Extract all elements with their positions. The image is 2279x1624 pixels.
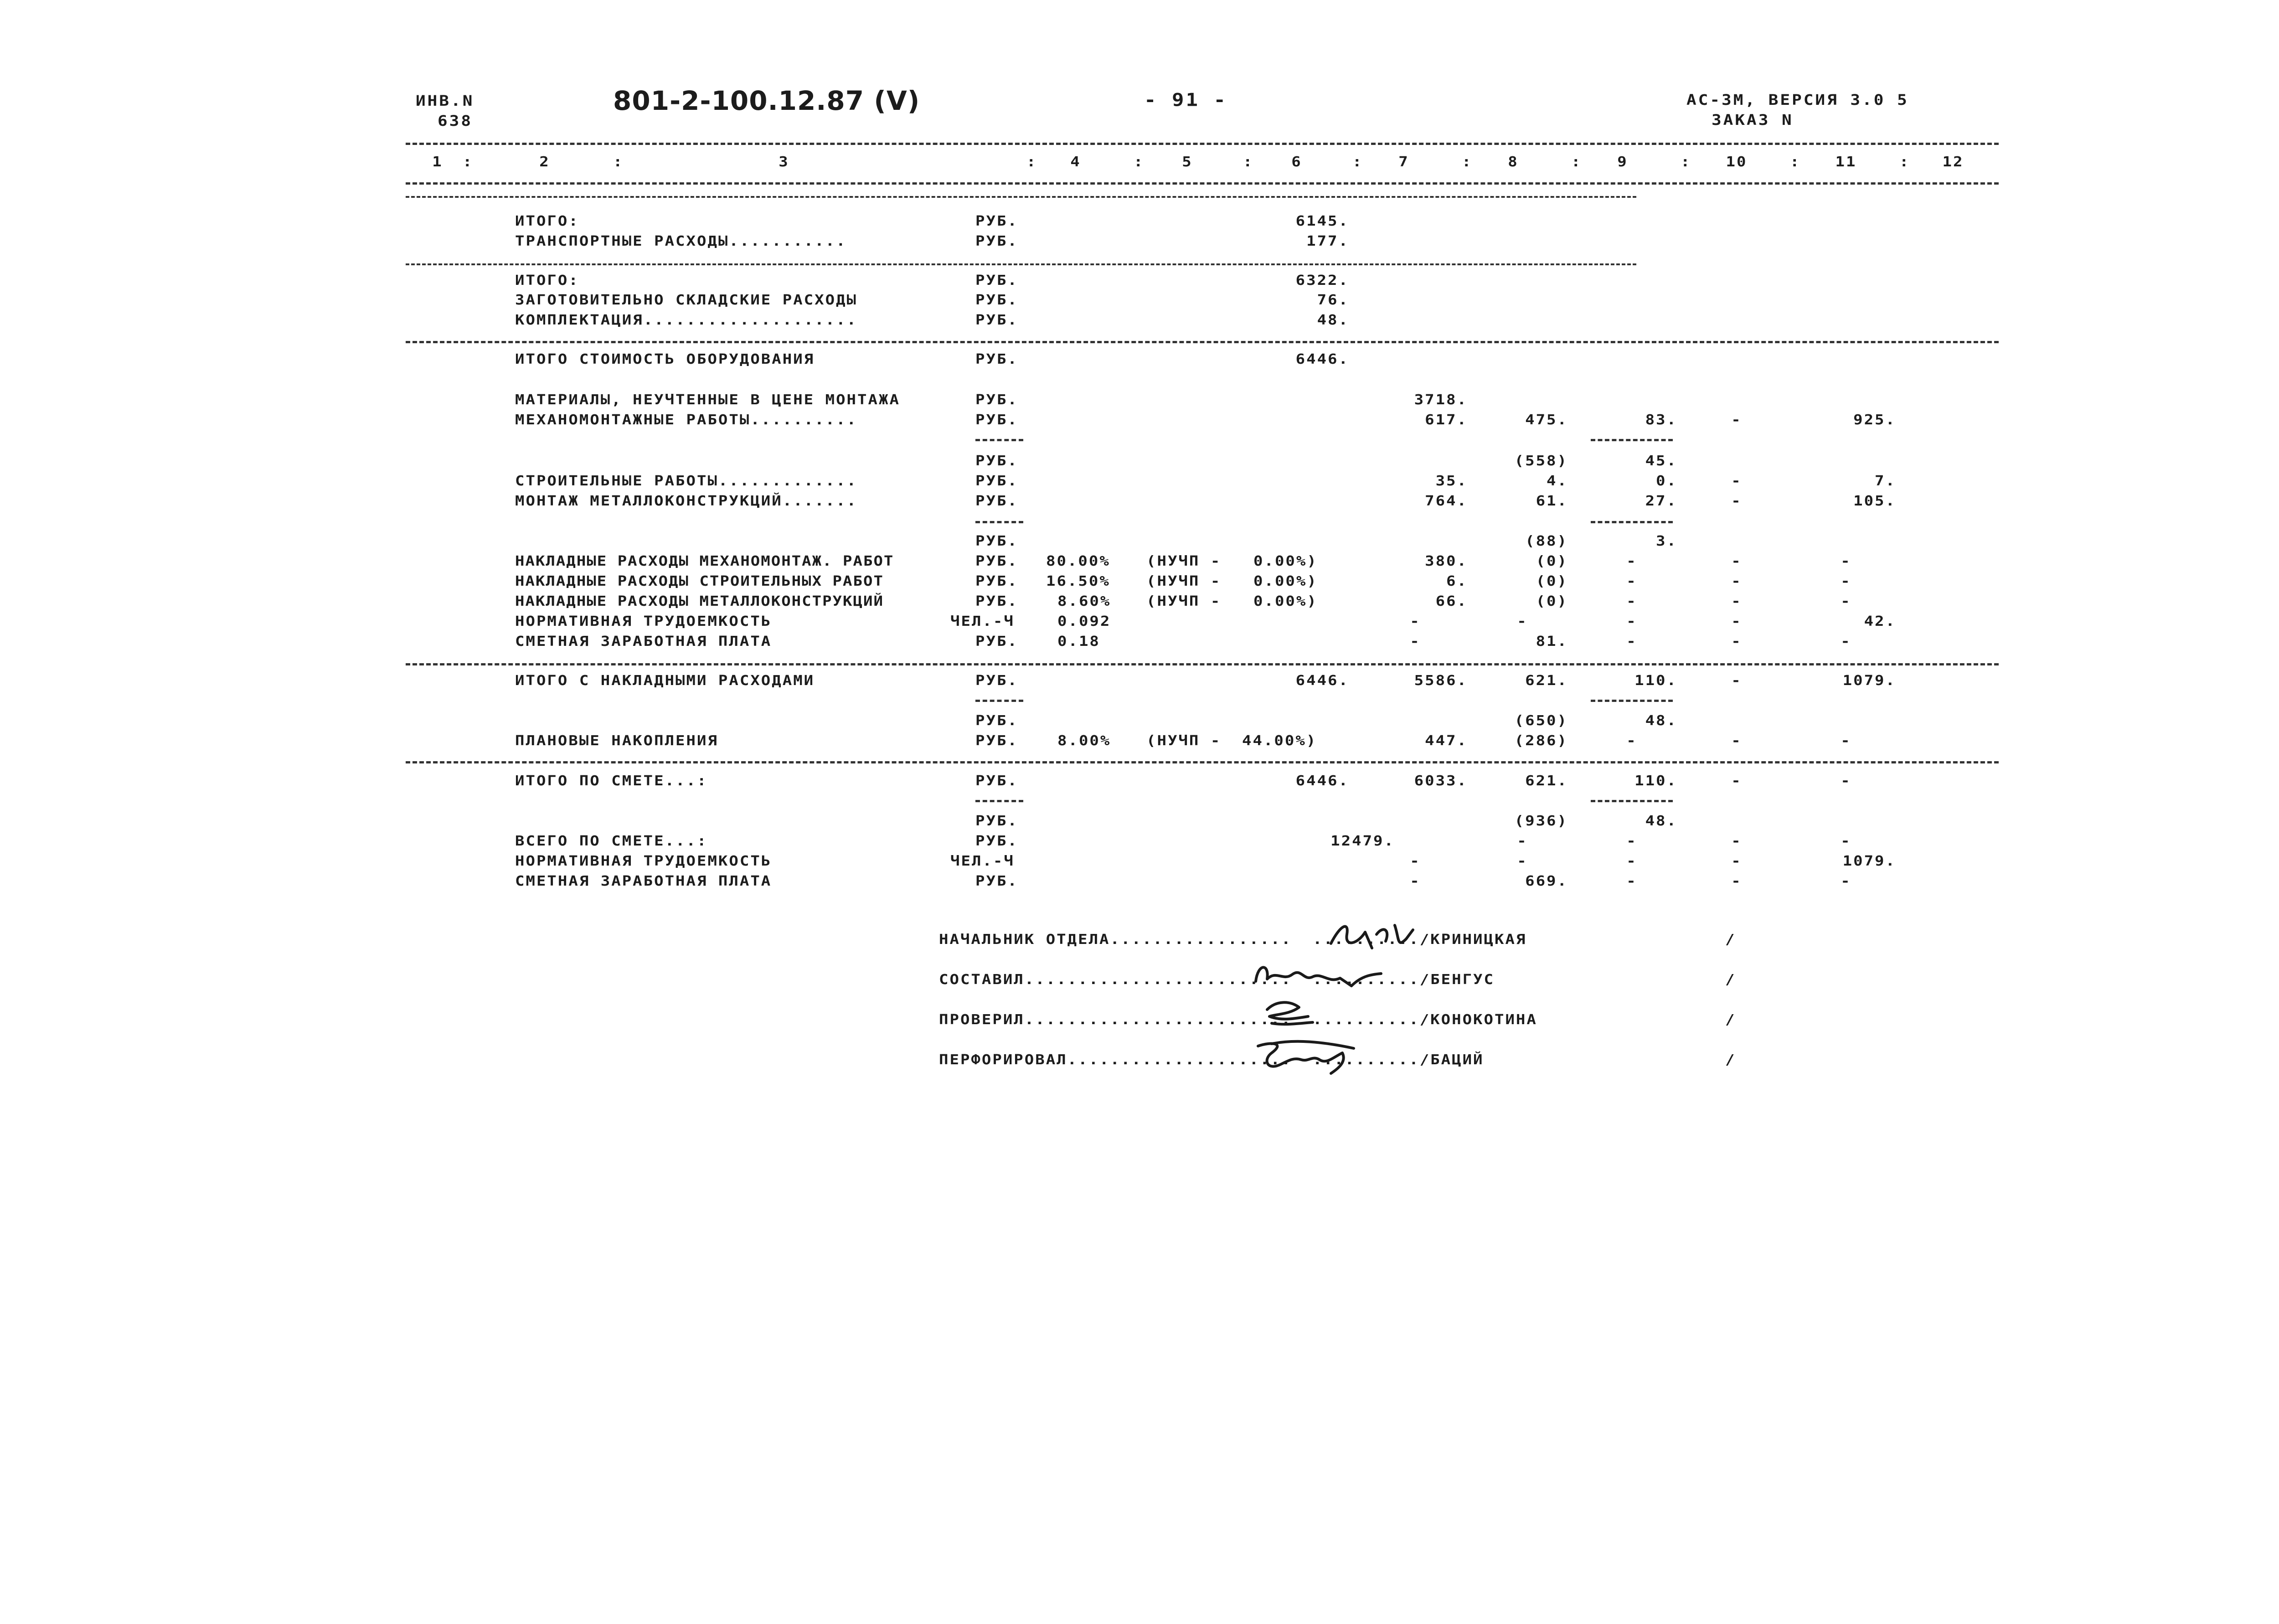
- estimate-page: ИНВ.N 638 801-2-100.12.87 (V) - 91 - АС-3М, ВЕРСИЯ 3.0 5 ЗАКАЗ N 1 : 2 : 3 : 4 : 5 : 6 : 7 : 8 : 9 : 10 : 11 : 12 ИТОГО: РУБ. 6145. ТРАНСПОРТНЫЕ РАСХОДЫ........... РУБ. 177. ИТОГО: РУБ. 6322. ЗАГОТОВИТЕЛЬНО СКЛАДСКИЕ РАСХОДЫ РУБ. 76. КОМПЛЕКТАЦИЯ.................... РУБ. 48. ИТОГО СТОИМОСТЬ ОБОРУДОВАНИЯ РУБ. 6446. МАТЕРИАЛЫ, НЕУЧТЕННЫЕ В ЦЕНЕ МОНТАЖА РУБ. 3718. МЕХАНОМОНТАЖНЫЕ РАБОТЫ.......... РУБ. 617. 475. 83. - 925. РУБ. (558) 45. СТРОИТЕЛЬНЫЕ РАБОТЫ............. РУБ. 35. 4. 0. - 7. МОНТАЖ МЕТАЛЛОКОНСТРУКЦИЙ....... РУБ. 764. 61. 27. - 105. РУБ. (88) 3. НАКЛАДНЫЕ РАСХОДЫ МЕХАНОМОНТАЖ. РАБОТ РУБ. 80.00% (НУЧП - 0.00%) 380. (0) - - - НАКЛАДНЫЕ РАСХОДЫ СТРОИТЕЛЬНЫХ РАБОТ РУБ. 16.50% (НУЧП - 0.00%) 6. (0) - - - НАКЛАДНЫЕ РАСХОДЫ МЕТАЛЛОКОНСТРУКЦИЙ РУБ. 8.60% (НУЧП - 0.00%) 66. (0) - - - НОРМАТИВНАЯ ТРУДОЕМКОСТЬ ЧЕЛ.-Ч 0.092 - - - - 42. СМЕТНАЯ ЗАРАБОТНАЯ ПЛАТА РУБ. 0.18 - 81. - - - ИТОГО С НАКЛАДНЫМИ РАСХОДАМИ РУБ. 6446. 5586. 621. 110. - 1079. РУБ. (650) 48. ПЛАНОВЫЕ НАКОПЛЕНИЯ РУБ. 8.00% (НУЧП - 44.00%) 447. (286) - - - ИТОГО ПО СМЕТЕ...: РУБ. 6446. 6033. 621. 110. - - РУБ. (936) 48. ВСЕГО ПО СМЕТЕ...: РУБ. 12479. - - - - НОРМАТИВНАЯ ТРУДОЕМКОСТЬ ЧЕЛ.-Ч - - - - 1079. СМЕТНАЯ ЗАРАБОТНАЯ ПЛАТА РУБ. - 669. - - - НАЧАЛЬНИК ОТДЕЛА................. ........../КРИНИЦКАЯ / СОСТАВИЛ......................... ........../БЕНГУС / ПРОВЕРИЛ......................... ........../КОНОКОТИНА / ПЕРФОРИРОВАЛ..................... ........../БАЦИЙ /: [0, 0, 2279, 1624]
- cell-c5: (НУЧП -: [1146, 573, 1222, 590]
- col-header-4: 4: [1070, 154, 1081, 170]
- row-label: ТРАНСПОРТНЫЕ РАСХОДЫ...........: [515, 233, 847, 250]
- cell-c6: 44.00%): [1242, 732, 1317, 749]
- cell-c7: 6.: [1446, 573, 1468, 590]
- cell-c7: 5586.: [1414, 672, 1468, 689]
- row-unit: РУБ.: [975, 813, 1018, 830]
- cell-c10: -: [1731, 493, 1742, 510]
- cell-c7: -: [1410, 853, 1421, 870]
- cell-c10: -: [1731, 473, 1742, 490]
- row-label: НАКЛАДНЫЕ РАСХОДЫ МЕТАЛЛОКОНСТРУКЦИЙ: [515, 593, 884, 610]
- cell-c10: -: [1731, 613, 1742, 630]
- col-header-6: 6: [1291, 154, 1302, 170]
- row-label: ЗАГОТОВИТЕЛЬНО СКЛАДСКИЕ РАСХОДЫ: [515, 292, 858, 309]
- cell-c7: 764.: [1425, 493, 1468, 510]
- row-unit: РУБ.: [975, 593, 1018, 610]
- col-header-3: 3: [779, 154, 789, 170]
- cell-c11: -: [1841, 732, 1851, 749]
- cell-c9: 48.: [1645, 712, 1677, 729]
- signature-name: ........../КРИНИЦКАЯ: [1313, 931, 1527, 948]
- cell-c6: 0.00%): [1253, 593, 1318, 610]
- cell-c9: 27.: [1645, 493, 1677, 510]
- signature-end: /: [1725, 1011, 1736, 1028]
- inventory-number: 638: [438, 113, 473, 130]
- cell-c9: -: [1626, 732, 1637, 749]
- cell-c10: -: [1731, 573, 1742, 590]
- cell-c9: -: [1626, 593, 1637, 610]
- unit-separator: [975, 439, 1023, 441]
- col9-separator: [1591, 439, 1673, 441]
- col-header-2: 2: [539, 154, 550, 170]
- cell-c10: -: [1731, 553, 1742, 570]
- cell-c8: (88): [1525, 533, 1568, 550]
- cell-c8: -: [1517, 613, 1528, 630]
- cell-c7: 6033.: [1414, 773, 1468, 789]
- signature-role: СОСТАВИЛ.........................: [939, 971, 1292, 988]
- cell-c9: -: [1626, 853, 1637, 870]
- cell-c8: 81.: [1536, 633, 1568, 650]
- cell-c7: -: [1410, 873, 1421, 890]
- row-label: КОМПЛЕКТАЦИЯ....................: [515, 312, 858, 329]
- cell-c11: -: [1841, 833, 1851, 850]
- row-label: МАТЕРИАЛЫ, НЕУЧТЕННЫЕ В ЦЕНЕ МОНТАЖА: [515, 392, 900, 408]
- cell-c8: (0): [1536, 573, 1568, 590]
- cell-c5: (НУЧП -: [1146, 553, 1222, 570]
- row-label: СМЕТНАЯ ЗАРАБОТНАЯ ПЛАТА: [515, 633, 772, 650]
- row-label: НАКЛАДНЫЕ РАСХОДЫ МЕХАНОМОНТАЖ. РАБОТ: [515, 553, 894, 570]
- cell-c4: 80.00%: [1046, 553, 1110, 570]
- row-unit: РУБ.: [975, 292, 1018, 309]
- col-header-11: 11: [1835, 154, 1857, 170]
- cell-c7: 380.: [1425, 553, 1468, 570]
- cell-c7: 66.: [1435, 593, 1468, 610]
- cell-c6: 12479.: [1330, 833, 1395, 850]
- row-label: ИТОГО:: [515, 213, 579, 230]
- row-unit: РУБ.: [975, 672, 1018, 689]
- row-unit: РУБ.: [975, 392, 1018, 408]
- cell-c8: 4.: [1547, 473, 1568, 490]
- cell-c4: 0.18: [1057, 633, 1100, 650]
- cell-c9: -: [1626, 613, 1637, 630]
- col-header-8: 8: [1508, 154, 1519, 170]
- cell-c7: 3718.: [1414, 392, 1468, 408]
- row-label: ИТОГО СТОИМОСТЬ ОБОРУДОВАНИЯ: [515, 351, 815, 368]
- cell-c4: 0.092: [1057, 613, 1111, 630]
- col-header-10: 10: [1726, 154, 1748, 170]
- row-label: МЕХАНОМОНТАЖНЫЕ РАБОТЫ..........: [515, 412, 858, 428]
- header-rule-bottom: [406, 182, 1999, 185]
- row-unit: РУБ.: [975, 573, 1018, 590]
- cell-c10: -: [1731, 732, 1742, 749]
- cell-c9: 3.: [1656, 533, 1677, 550]
- cell-c4: 8.60%: [1057, 593, 1111, 610]
- cell-c8: 669.: [1525, 873, 1568, 890]
- col-header-12: 12: [1942, 154, 1964, 170]
- row-unit: РУБ.: [975, 633, 1018, 650]
- cell-c10: -: [1731, 633, 1742, 650]
- cell-c6: 6322.: [1295, 272, 1349, 289]
- cell-c8: (286): [1514, 732, 1568, 749]
- cell-c6: 76.: [1317, 292, 1349, 309]
- col9-separator: [1591, 800, 1673, 802]
- cell-c9: -: [1626, 633, 1637, 650]
- cell-c11: 1079.: [1842, 672, 1896, 689]
- cell-c11: 42.: [1864, 613, 1896, 630]
- cell-c11: -: [1841, 553, 1851, 570]
- cell-c4: 16.50%: [1046, 573, 1110, 590]
- cell-c11: -: [1841, 873, 1851, 890]
- unit-separator: [975, 700, 1023, 702]
- order-label: ЗАКАЗ N: [1712, 112, 1794, 129]
- signature-role: ПРОВЕРИЛ.........................: [939, 1011, 1292, 1028]
- cell-c9: -: [1626, 573, 1637, 590]
- section-rule: [406, 341, 1999, 343]
- row-label: СТРОИТЕЛЬНЫЕ РАБОТЫ.............: [515, 473, 858, 490]
- row-unit: РУБ.: [975, 553, 1018, 570]
- section-rule: [406, 761, 1999, 763]
- cell-c10: -: [1731, 873, 1742, 890]
- row-label: ИТОГО С НАКЛАДНЫМИ РАСХОДАМИ: [515, 672, 815, 689]
- handwritten-signature-checker: [1258, 996, 1322, 1032]
- row-unit: РУБ.: [975, 833, 1018, 850]
- section-rule: [406, 663, 1999, 665]
- col-header-5: 5: [1182, 154, 1193, 170]
- document-code: 801-2-100.12.87 (V): [613, 85, 920, 116]
- row-label: НОРМАТИВНАЯ ТРУДОЕМКОСТЬ: [515, 613, 772, 630]
- unit-separator: [975, 521, 1023, 523]
- signature-end: /: [1725, 1052, 1736, 1068]
- cell-c8: -: [1517, 853, 1528, 870]
- cell-c11: -: [1841, 573, 1851, 590]
- row-label: ВСЕГО ПО СМЕТЕ...:: [515, 833, 708, 850]
- cell-c9: -: [1626, 873, 1637, 890]
- cell-c9: 0.: [1656, 473, 1677, 490]
- row-unit: РУБ.: [975, 473, 1018, 490]
- col-header-1: 1: [432, 154, 443, 170]
- cell-c6: 6145.: [1295, 213, 1349, 230]
- row-label: НОРМАТИВНАЯ ТРУДОЕМКОСТЬ: [515, 853, 772, 870]
- row-unit: РУБ.: [975, 732, 1018, 749]
- cell-c10: -: [1731, 412, 1742, 428]
- row-unit: РУБ.: [975, 773, 1018, 789]
- cell-c6: 48.: [1317, 312, 1349, 329]
- signature-role: НАЧАЛЬНИК ОТДЕЛА.................: [939, 931, 1292, 948]
- cell-c10: -: [1731, 672, 1742, 689]
- cell-c11: 925.: [1853, 412, 1896, 428]
- cell-c6: 6446.: [1295, 773, 1349, 789]
- header-rule-secondary: [406, 196, 1636, 198]
- cell-c8: (0): [1536, 593, 1568, 610]
- cell-c9: 110.: [1634, 773, 1677, 789]
- cell-c9: -: [1626, 833, 1637, 850]
- cell-c11: 7.: [1875, 473, 1896, 490]
- row-unit: РУБ.: [975, 712, 1018, 729]
- signature-end: /: [1725, 931, 1736, 948]
- cell-c8: (558): [1514, 453, 1568, 469]
- unit-separator: [975, 800, 1023, 802]
- cell-c5: (НУЧП -: [1146, 593, 1222, 610]
- cell-c10: -: [1731, 833, 1742, 850]
- cell-c7: 447.: [1425, 732, 1468, 749]
- row-unit: РУБ.: [975, 233, 1018, 250]
- cell-c10: -: [1731, 593, 1742, 610]
- cell-c6: 0.00%): [1253, 553, 1318, 570]
- handwritten-signature-puncher: [1244, 1035, 1363, 1080]
- cell-c8: 475.: [1525, 412, 1568, 428]
- cell-c7: 35.: [1435, 473, 1468, 490]
- cell-c11: -: [1841, 773, 1851, 789]
- cell-c7: -: [1410, 613, 1421, 630]
- cell-c11: -: [1841, 593, 1851, 610]
- cell-c11: -: [1841, 633, 1851, 650]
- row-unit: ЧЕЛ.-Ч: [950, 853, 1015, 870]
- signature-name: ........../КОНОКОТИНА: [1313, 1011, 1537, 1028]
- cell-c8: 621.: [1525, 672, 1568, 689]
- cell-c9: 110.: [1634, 672, 1677, 689]
- row-unit: РУБ.: [975, 873, 1018, 890]
- col-header-7: 7: [1398, 154, 1409, 170]
- cell-c10: -: [1731, 853, 1742, 870]
- cell-c6: 6446.: [1295, 672, 1349, 689]
- col9-separator: [1591, 700, 1673, 702]
- cell-c9: 83.: [1645, 412, 1677, 428]
- signature-name: ........../БАЦИЙ: [1313, 1052, 1484, 1068]
- page-number: - 91 -: [1144, 89, 1227, 111]
- cell-c10: -: [1731, 773, 1742, 789]
- signature-role: ПЕРФОРИРОВАЛ.....................: [939, 1052, 1292, 1068]
- cell-c9: 45.: [1645, 453, 1677, 469]
- row-unit: РУБ.: [975, 351, 1018, 368]
- cell-c9: 48.: [1645, 813, 1677, 830]
- cell-c7: -: [1410, 633, 1421, 650]
- row-label: НАКЛАДНЫЕ РАСХОДЫ СТРОИТЕЛЬНЫХ РАБОТ: [515, 573, 884, 590]
- cell-c9: -: [1626, 553, 1637, 570]
- col9-separator: [1591, 521, 1673, 523]
- row-label: ПЛАНОВЫЕ НАКОПЛЕНИЯ: [515, 732, 718, 749]
- handwritten-signature-compiler: [1249, 956, 1386, 997]
- row-label: МОНТАЖ МЕТАЛЛОКОНСТРУКЦИЙ.......: [515, 493, 858, 510]
- cell-c4: 8.00%: [1057, 732, 1111, 749]
- cell-c8: (0): [1536, 553, 1568, 570]
- header-rule-top: [406, 143, 1999, 145]
- row-label: ИТОГО ПО СМЕТЕ...:: [515, 773, 708, 789]
- cell-c6: 177.: [1306, 233, 1349, 250]
- handwritten-signature-head: [1322, 916, 1431, 957]
- cell-c6: 6446.: [1295, 351, 1349, 368]
- row-unit: РУБ.: [975, 453, 1018, 469]
- row-unit: РУБ.: [975, 533, 1018, 550]
- row-unit: РУБ.: [975, 312, 1018, 329]
- cell-c8: -: [1517, 833, 1528, 850]
- row-unit: РУБ.: [975, 412, 1018, 428]
- col-header-9: 9: [1617, 154, 1628, 170]
- cell-c8: 621.: [1525, 773, 1568, 789]
- row-unit: РУБ.: [975, 493, 1018, 510]
- inventory-label: ИНВ.N: [416, 93, 474, 110]
- cell-c11: 1079.: [1842, 853, 1896, 870]
- row-label: ИТОГО:: [515, 272, 579, 289]
- cell-c8: (650): [1514, 712, 1568, 729]
- row-unit: РУБ.: [975, 272, 1018, 289]
- cell-c11: 105.: [1853, 493, 1896, 510]
- section-rule: [406, 263, 1636, 265]
- signature-end: /: [1725, 971, 1736, 988]
- cell-c6: 0.00%): [1253, 573, 1318, 590]
- signature-name: ........../БЕНГУС: [1313, 971, 1495, 988]
- cell-c7: 617.: [1425, 412, 1468, 428]
- row-unit: ЧЕЛ.-Ч: [950, 613, 1015, 630]
- row-label: СМЕТНАЯ ЗАРАБОТНАЯ ПЛАТА: [515, 873, 772, 890]
- cell-c5: (НУЧП -: [1146, 732, 1222, 749]
- cell-c8: 61.: [1536, 493, 1568, 510]
- software-version: АС-3М, ВЕРСИЯ 3.0 5: [1686, 92, 1909, 109]
- cell-c8: (936): [1514, 813, 1568, 830]
- row-unit: РУБ.: [975, 213, 1018, 230]
